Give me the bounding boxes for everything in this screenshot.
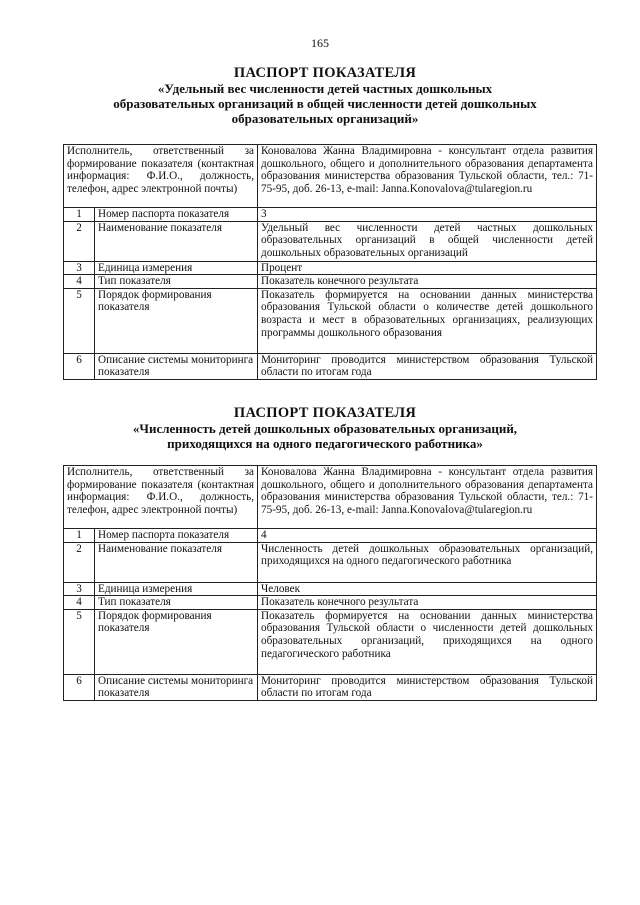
row-label: Номер паспорта показателя	[95, 208, 258, 222]
row-label: Порядок формирования показателя	[95, 609, 258, 674]
row-number: 6	[64, 674, 95, 700]
row-value: Показатель конечного результата	[258, 596, 597, 610]
passport-table	[63, 465, 597, 701]
table-row	[64, 542, 597, 582]
table-row	[64, 221, 597, 261]
row-number: 1	[64, 529, 95, 543]
row-number: 4	[64, 275, 95, 289]
table-row	[64, 674, 597, 700]
executor-label: Исполнитель, ответственный за формирование показателя (контактная информация: Ф.И.О., должность, телефон, адрес электронной почты)	[64, 145, 258, 208]
row-value: Показатель формируется на основании данных министерства образования Тульской области о количестве детей дошкольного возраста и мест в образовательных организациях, реализующих программы дошкольного образования	[258, 288, 597, 353]
table-row	[64, 275, 597, 289]
row-value: Удельный вес численности детей частных дошкольных образовательных организаций в общей численности детей дошкольных образовательных организаций	[258, 221, 597, 261]
passport-subtitle-line: «Численность детей дошкольных образовательных организаций,	[132, 421, 518, 436]
row-value: Мониторинг проводится министерством образования Тульской области по итогам года	[258, 353, 597, 379]
row-value: Показатель формируется на основании данных министерства образования Тульской области о численности детей дошкольных образовательных организаций, приходящихся на одного педагогического работника	[258, 609, 597, 674]
row-label: Наименование показателя	[95, 542, 258, 582]
row-value: Показатель конечного результата	[258, 275, 597, 289]
row-number: 6	[64, 353, 95, 379]
row-label: Единица измерения	[95, 582, 258, 596]
executor-label: Исполнитель, ответственный за формирование показателя (контактная информация: Ф.И.О., должность, телефон, адрес электронной почты)	[64, 466, 258, 529]
executor-value: Коновалова Жанна Владимировна - консультант отдела развития дошкольного, общего и дополнительного образования департамента образования министерства образования Тульской области, тел.: 71-75-95, доб. 26-13, e-mail: Janna.Konovalova@tularegion.ru	[258, 466, 597, 529]
passport-heading	[60, 66, 590, 126]
row-label: Порядок формирования показателя	[95, 288, 258, 353]
executor-row	[64, 466, 597, 529]
passport-title: ПАСПОРТ ПОКАЗАТЕЛЯ	[233, 405, 417, 421]
table-row	[64, 208, 597, 222]
row-number: 1	[64, 208, 95, 222]
table-row	[64, 582, 597, 596]
passport-subtitle-line: образовательных организаций в общей численности детей дошкольных	[113, 96, 537, 111]
row-number: 3	[64, 261, 95, 275]
row-label: Тип показателя	[95, 596, 258, 610]
row-number: 2	[64, 221, 95, 261]
row-value: Процент	[258, 261, 597, 275]
table-row	[64, 529, 597, 543]
row-value: Человек	[258, 582, 597, 596]
row-number: 3	[64, 582, 95, 596]
passport-heading	[60, 406, 590, 451]
row-label: Описание системы мониторинга показателя	[95, 353, 258, 379]
row-value: 3	[258, 208, 597, 222]
passport-title: ПАСПОРТ ПОКАЗАТЕЛЯ	[233, 65, 417, 81]
executor-row	[64, 145, 597, 208]
row-label: Единица измерения	[95, 261, 258, 275]
page-number: 165	[311, 36, 329, 50]
row-number: 5	[64, 609, 95, 674]
row-number: 4	[64, 596, 95, 610]
passport-table	[63, 144, 597, 380]
passport-subtitle-line: приходящихся на одного педагогического работника»	[167, 436, 483, 451]
executor-value: Коновалова Жанна Владимировна - консультант отдела развития дошкольного, общего и дополнительного образования департамента образования министерства образования Тульской области, тел.: 71-75-95, доб. 26-13, e-mail: Janna.Konovalova@tularegion.ru	[258, 145, 597, 208]
row-value: 4	[258, 529, 597, 543]
table-row	[64, 261, 597, 275]
row-number: 2	[64, 542, 95, 582]
row-label: Описание системы мониторинга показателя	[95, 674, 258, 700]
row-value: Численность детей дошкольных образовательных организаций, приходящихся на одного педагогического работника	[258, 542, 597, 582]
passport-subtitle-line: образовательных организаций»	[231, 111, 419, 126]
passport-subtitle-line: «Удельный вес численности детей частных дошкольных	[157, 81, 493, 96]
row-label: Тип показателя	[95, 275, 258, 289]
table-row	[64, 609, 597, 674]
row-label: Номер паспорта показателя	[95, 529, 258, 543]
row-value: Мониторинг проводится министерством образования Тульской области по итогам года	[258, 674, 597, 700]
row-label: Наименование показателя	[95, 221, 258, 261]
table-row	[64, 353, 597, 379]
row-number: 5	[64, 288, 95, 353]
table-row	[64, 288, 597, 353]
table-row	[64, 596, 597, 610]
